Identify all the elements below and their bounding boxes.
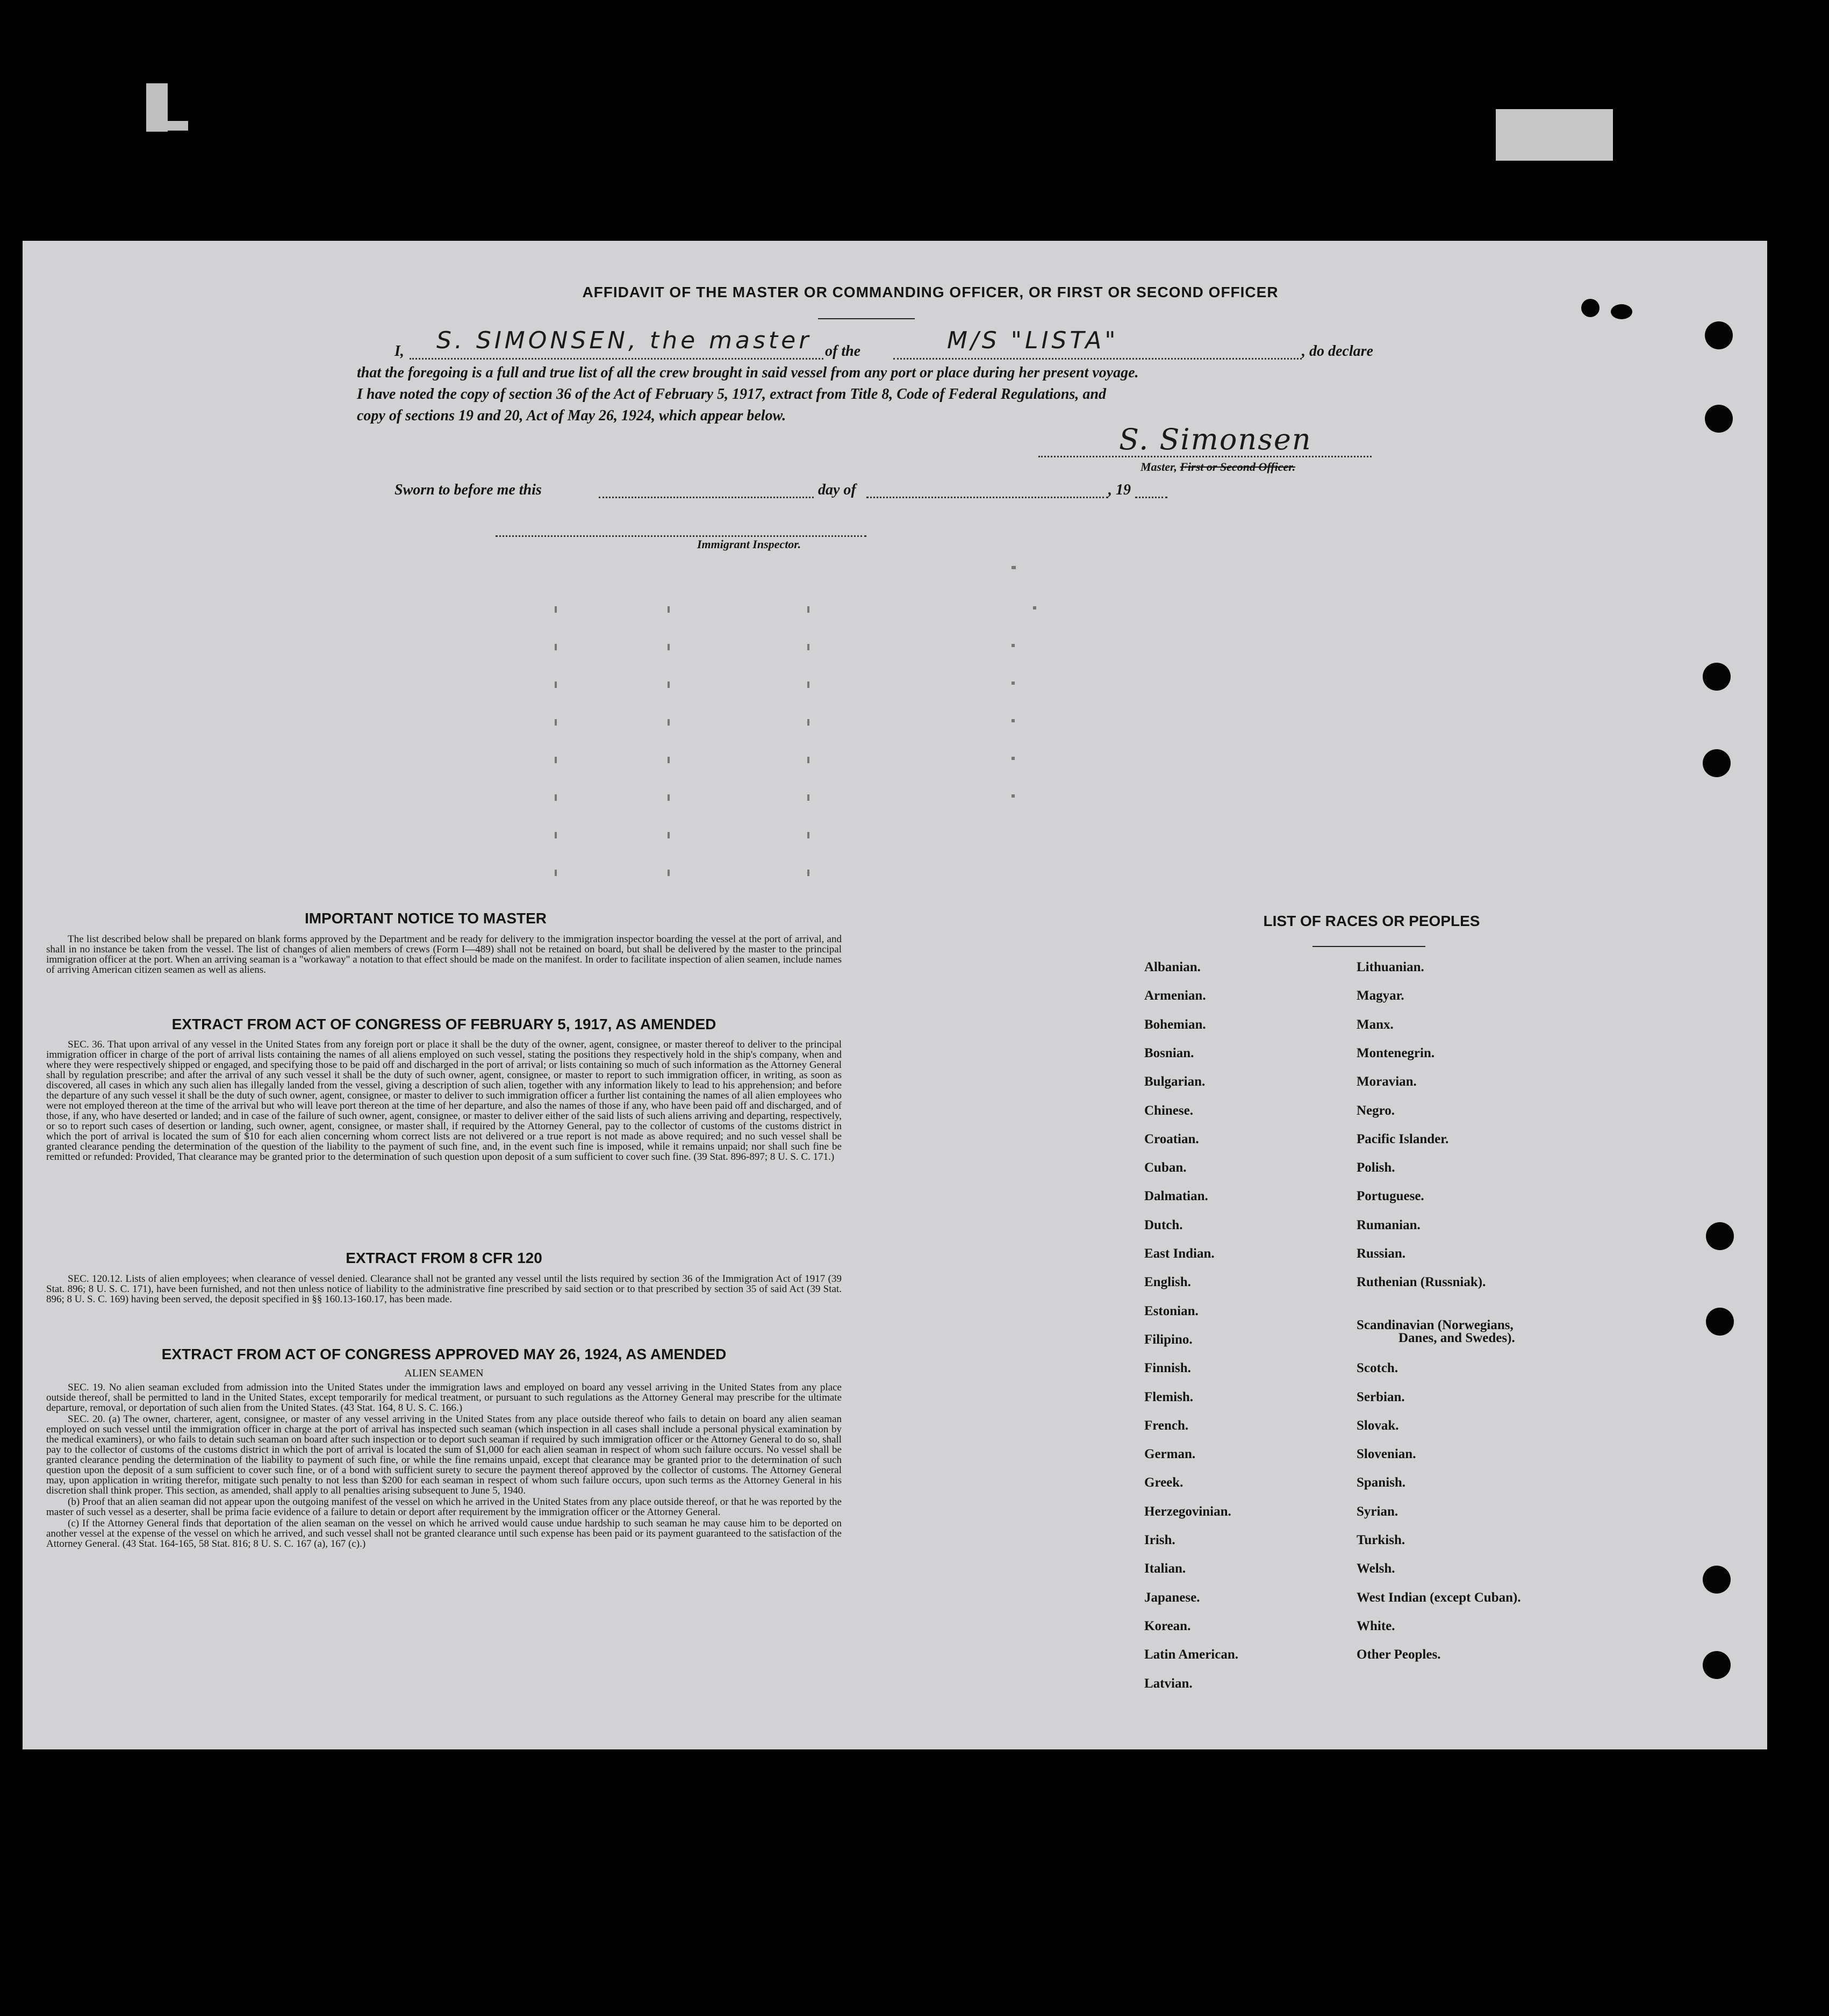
- punch-hole-icon: [1705, 405, 1733, 433]
- race-item: Albanian.: [1144, 960, 1201, 974]
- race-item: Magyar.: [1357, 988, 1404, 1003]
- do-declare-label: , do declare: [1302, 343, 1373, 360]
- race-item: Chinese.: [1144, 1103, 1193, 1118]
- race-item: Scandinavian (Norwegians,: [1357, 1318, 1514, 1332]
- inspector-line: [496, 535, 866, 537]
- race-item: French.: [1144, 1418, 1189, 1433]
- race-item: Rumanian.: [1357, 1218, 1421, 1232]
- race-item: Lithuanian.: [1357, 960, 1424, 974]
- race-item: Welsh.: [1357, 1561, 1395, 1576]
- race-item: Greek.: [1144, 1475, 1184, 1490]
- affidavit-line-2: that the foregoing is a full and true list of all the crew brought in said vessel from any port or place during her present voyage.: [357, 364, 1139, 381]
- race-item: Estonian.: [1144, 1304, 1199, 1318]
- race-item: Turkish.: [1357, 1533, 1405, 1547]
- race-item: East Indian.: [1144, 1246, 1215, 1261]
- race-item: Portuguese.: [1357, 1189, 1424, 1203]
- race-item: Latin American.: [1144, 1647, 1238, 1662]
- section-120-12-text: SEC. 120.12. Lists of alien employees; when clearance of vessel denied. Clearance shall not be granted any vessel until the lists required by section 36 of the Immigration Act of 1917 (39 Stat. 896; 8 U. S. C. 171), have been furnished, and not then unless notice of liability to the administrative fine prescribed by said section or to that prescribed by section 35 of said Act (39 Stat. 896; 8 U. S. C. 169) having been served, the deposit specified in §§ 160.13-160.17, has been made.: [46, 1273, 842, 1305]
- race-item: Serbian.: [1357, 1390, 1405, 1404]
- race-item: Irish.: [1144, 1533, 1175, 1547]
- races-title: LIST OF RACES OR PEOPLES: [1263, 913, 1480, 929]
- section-20a-text: SEC. 20. (a) The owner, charterer, agent, consignee, or master of any vessel arriving in the United States from any place outside thereof who fails to detain on board any alien seaman employed on such vessel until the immigration officer in charge at the port of arrival has inspected such seaman (which inspection in all cases shall include a personal physical examination by the medical examiners), or who fails to detain such seaman on board after such inspection or to deport such seaman if required by such immigration officer or the Attorney General to do so, shall pay to the collector of customs of the customs district in which the port of arrival is located the sum of $1,000 for each alien seaman in respect of whom such failure occurs. No vessel shall be granted clearance pending the determination of the liability to payment of such fine, or while the fine remains unpaid, except that clearance may be granted prior to the determination of such question upon the deposit of a sum sufficient to cover such fine, or of a bond with sufficient surety to secure the payment thereof approved by the collector of customs. The Attorney General may, upon application in writing therefor, mitigate such penalty to not less than $200 for each seaman in respect of whom such failure occurs, upon such terms as the Attorney General in his discretion shall think proper. This section, as amended, shall apply to all penalties arising subsequent to June 5, 1940.: [46, 1414, 842, 1496]
- punch-hole-icon: [1703, 1651, 1731, 1679]
- year-prefix: , 19: [1108, 482, 1131, 498]
- document-sheet: [23, 241, 1767, 1749]
- race-item: Other Peoples.: [1357, 1647, 1441, 1662]
- divider: [1312, 946, 1425, 947]
- race-item: Ruthenian (Russniak).: [1357, 1275, 1486, 1289]
- race-item: Japanese.: [1144, 1590, 1200, 1605]
- inspector-caption: Immigrant Inspector.: [697, 537, 801, 551]
- affidavit-line-3: I have noted the copy of section 36 of the Act of February 5, 1917, extract from Title 8, Code of Federal Regulations, and: [357, 386, 1106, 403]
- race-item: Scotch.: [1357, 1361, 1398, 1375]
- race-item: Cuban.: [1144, 1160, 1187, 1175]
- race-item: Bulgarian.: [1144, 1074, 1206, 1089]
- race-item: Syrian.: [1357, 1504, 1398, 1519]
- punch-hole-icon: [1706, 1308, 1734, 1336]
- race-item: Pacific Islander.: [1357, 1132, 1449, 1146]
- extract-1924-title: EXTRACT FROM ACT OF CONGRESS APPROVED MAY 26, 1924, AS AMENDED: [161, 1346, 727, 1362]
- extract-1924-body: [46, 1382, 842, 1550]
- affidavit-title: AFFIDAVIT OF THE MASTER OR COMMANDING OFFICER, OR FIRST OR SECOND OFFICER: [582, 284, 1279, 300]
- vessel-name-handwritten: M/S "LISTA": [947, 327, 1119, 354]
- struck-officer-caption: First or Second Officer.: [1180, 460, 1296, 473]
- race-item: Finnish.: [1144, 1361, 1191, 1375]
- race-item: Slovak.: [1357, 1418, 1399, 1433]
- signature-line: [1038, 456, 1372, 457]
- race-item: Manx.: [1357, 1017, 1394, 1032]
- race-item: West Indian (except Cuban).: [1357, 1590, 1521, 1605]
- race-item: Filipino.: [1144, 1332, 1193, 1347]
- race-item: English.: [1144, 1275, 1191, 1289]
- vessel-line: [893, 358, 1302, 360]
- race-item: Russian.: [1357, 1246, 1406, 1261]
- bleed-through-marks: [555, 566, 1036, 876]
- race-item: Polish.: [1357, 1160, 1395, 1175]
- punch-hole-icon: [1703, 663, 1731, 691]
- affidavit-line-4: copy of sections 19 and 20, Act of May 26, 1924, which appear below.: [357, 407, 786, 424]
- sworn-day-line: [599, 497, 814, 498]
- of-the-label: of the: [825, 343, 861, 360]
- film-edge-scrap: [150, 121, 188, 131]
- section-20b-text: (b) Proof that an alien seaman did not appear upon the outgoing manifest of the vessel on which he arrived in the United States from any place outside thereof, or that he was reported by the master of such vessel as a deserter, shall be prima facie evidence of a failure to detain or deport after requirement by the immigration officer or the Attorney General.: [46, 1496, 842, 1518]
- race-item: Negro.: [1357, 1103, 1395, 1118]
- race-item: Bohemian.: [1144, 1017, 1206, 1032]
- notice-title: IMPORTANT NOTICE TO MASTER: [304, 910, 547, 927]
- race-item: Flemish.: [1144, 1390, 1193, 1404]
- race-item: German.: [1144, 1447, 1196, 1461]
- race-item: Korean.: [1144, 1619, 1191, 1633]
- race-item: Montenegrin.: [1357, 1046, 1435, 1060]
- sworn-year-line: [1135, 497, 1167, 498]
- race-item: Latvian.: [1144, 1676, 1193, 1691]
- name-line: [410, 358, 823, 360]
- race-item: Armenian.: [1144, 988, 1206, 1003]
- i-label: I,: [395, 343, 404, 360]
- sworn-month-line: [866, 497, 1108, 498]
- punch-hole-icon: [1705, 321, 1733, 349]
- day-of-label: day of: [818, 482, 856, 498]
- extract-cfr-title: EXTRACT FROM 8 CFR 120: [346, 1250, 542, 1266]
- signature-caption: [1141, 460, 1295, 474]
- section-36-text: SEC. 36. That upon arrival of any vessel in the United States from any foreign port or place it shall be the duty of the owner, agent, consignee, or master thereof to deliver to the principal immigration officer in charge of the port of arrival lists containing the names of all aliens employed on such vessel, stating the positions they respectively hold in the ship's company, when and where they were respectively shipped or engaged, and specifying those to be paid off and discharged in the port of arrival; or lists containing so much of such information as the Attorney General shall by regulation prescribe; and after the arrival of any such vessel it shall be the duty of such owner, agent, consignee, or master to report to such immigration officer, in writing, as soon as discovered, all cases in which any such alien has illegally landed from the vessel, giving a description of such alien, together with any information likely to lead to his apprehension; and before the departure of any such vessel it shall be the duty of such owner, agent, consignee, or master to deliver to such immigration officer a further list containing the names of all alien employees who were not employed thereon at the time of the arrival but who will leave port thereon at the time of her departure, and also the names of those if any, who have been paid off and discharged, and of those, if any, who have deserted or landed; and in case of the failure of such owner, agent, consignee, or master to deliver either of the said lists of such aliens arriving and departing, respectively, or so to report such cases of desertion or landing, such owner, agent, consignee, or master shall, if required by the Attorney General, pay to the collector of customs of the customs district in which the port of arrival is located the sum of $10 for each alien concerning whom correct lists are not delivered or a true report is not made as above required; and no such vessel shall be granted clearance pending the determination of the question of the liability to the payment of such fine, and, in the event such fine is imposed, while it remains unpaid; nor shall such fine be remitted or refunded: Provided, That clearance may be granted prior to the determination of such question upon deposit of a sum sufficient to cover such fine. (39 Stat. 896-897; 8 U. S. C. 171.): [46, 1039, 842, 1163]
- punch-hole-icon: [1706, 1222, 1734, 1250]
- notice-paragraph: The list described below shall be prepared on blank forms approved by the Department and be ready for delivery to the immigration inspector boarding the vessel at the port of arrival, and shall in no instance be taken from the vessel. The list of changes of alien members of crews (Form I—489) shall not be retained on board, but shall be delivered by the master to the principal immigration officer at the port. When an arriving seaman is a "workaway" a notation to that effect should be made on the manifest. In order to facilitate inspection of alien seamen, include names of arriving American citizen seamen as well as aliens.: [46, 934, 842, 975]
- race-item: White.: [1357, 1619, 1395, 1633]
- extract-cfr-body: [46, 1274, 842, 1305]
- race-item: Moravian.: [1357, 1074, 1417, 1089]
- extract-1917-title: EXTRACT FROM ACT OF CONGRESS OF FEBRUARY 5, 1917, AS AMENDED: [171, 1016, 716, 1032]
- master-signature: S. Simonsen: [1119, 422, 1312, 456]
- punch-hole-icon: [1611, 304, 1632, 319]
- sworn-label: Sworn to before me this: [395, 482, 542, 498]
- punch-hole-icon: [1703, 1566, 1731, 1594]
- punch-hole-icon: [1581, 299, 1600, 317]
- race-item: Italian.: [1144, 1561, 1186, 1576]
- race-item: Croatian.: [1144, 1132, 1199, 1146]
- master-caption: Master,: [1141, 460, 1177, 473]
- notice-body: [46, 934, 842, 976]
- section-20c-text: (c) If the Attorney General finds that deportation of the alien seaman on the vessel on which he arrived would cause undue hardship to such seaman he may cause him to be deported on another vessel at the expense of the vessel on which he arrived, and such vessel shall not be granted clearance until such expense has been paid or its payment guaranteed to the satisfaction of the Attorney General. (43 Stat. 164-165, 58 Stat. 816; 8 U. S. C. 167 (a), 167 (c).): [46, 1518, 842, 1549]
- film-edge-label: [1496, 109, 1613, 161]
- race-item: Dutch.: [1144, 1218, 1183, 1232]
- master-name-handwritten: S. SIMONSEN, the master: [436, 327, 812, 354]
- race-item: Slovenian.: [1357, 1447, 1416, 1461]
- race-scandinavian-continuation: Danes, and Swedes).: [1398, 1331, 1515, 1345]
- alien-seamen-subtitle: ALIEN SEAMEN: [404, 1367, 484, 1379]
- race-item: Herzegovinian.: [1144, 1504, 1231, 1519]
- race-item: Dalmatian.: [1144, 1189, 1208, 1203]
- race-item: Bosnian.: [1144, 1046, 1194, 1060]
- section-19-text: SEC. 19. No alien seaman excluded from admission into the United States under the immigration laws and employed on board any vessel arriving in the United States from any place outside thereof, shall be permitted to land in the United States, except temporarily for medical treatment, or pursuant to such regulations as the Attorney General may prescribe for the ultimate departure, removal, or deportation of such alien from the United States. (43 Stat. 164, 8 U. S. C. 166.): [46, 1382, 842, 1414]
- punch-hole-icon: [1703, 749, 1731, 777]
- extract-1917-body: [46, 1039, 842, 1163]
- divider: [818, 318, 915, 319]
- race-item: Spanish.: [1357, 1475, 1406, 1490]
